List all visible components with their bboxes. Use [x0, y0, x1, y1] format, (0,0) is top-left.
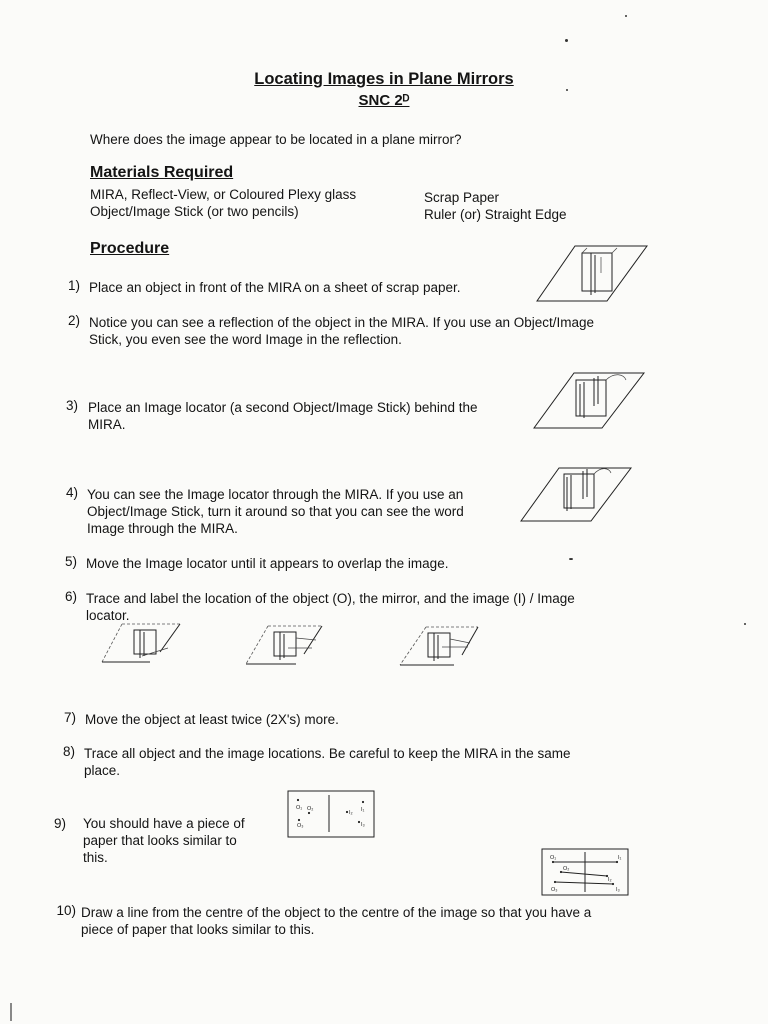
- step-number: 10): [56, 903, 76, 918]
- step-number: 1): [67, 278, 80, 293]
- step-number: 6): [64, 589, 77, 604]
- label-o2: O₂: [563, 866, 570, 872]
- step-text: Notice you can see a reflection of the object in the MIRA. If you use an Object/Image: [89, 315, 595, 330]
- tracing-figure-b: [240, 624, 324, 670]
- scan-speck: [625, 15, 627, 17]
- scan-speck: [744, 623, 746, 625]
- step-text: place.: [84, 763, 121, 778]
- traced-points-figure: [287, 790, 375, 838]
- step-text: You can see the Image locator through the MIRA. If you use an: [87, 487, 464, 502]
- step-text: paper that looks similar to: [83, 833, 237, 848]
- step-text: Move the Image locator until it appears to overlap the image.: [86, 556, 449, 571]
- mira-setup-figure-1: [535, 243, 650, 305]
- step-number: 9): [53, 816, 66, 831]
- label-o1: O₁: [550, 855, 557, 861]
- scan-speck: [569, 558, 573, 560]
- step-number: 8): [62, 744, 75, 759]
- step-text: Draw a line from the centre of the object to the centre of the image so that you have a: [81, 905, 592, 920]
- step-number: 5): [64, 554, 77, 569]
- step-number: 7): [63, 710, 76, 725]
- step-text: locator.: [86, 608, 130, 623]
- materials-heading: Materials Required: [90, 164, 234, 181]
- guiding-question: Where does the image appear to be located in a plane mirror?: [90, 132, 462, 147]
- tracing-figure-a: [98, 622, 182, 668]
- step-text: Image through the MIRA.: [87, 521, 238, 536]
- label-o1: O₁: [296, 805, 303, 811]
- step-number: 3): [65, 398, 78, 413]
- label-o2: O₂: [307, 806, 314, 812]
- tracing-figure-c: [396, 625, 480, 671]
- materials-right-2: Ruler (or) Straight Edge: [424, 207, 567, 222]
- label-i3: I₃: [616, 887, 620, 893]
- materials-left-1: MIRA, Reflect-View, or Coloured Plexy glass: [90, 187, 357, 202]
- step-text: Stick, you even see the word Image in the reflection.: [89, 332, 402, 347]
- label-o3: O₃: [551, 887, 558, 893]
- scan-speck: [565, 39, 568, 42]
- label-i3: I₃: [361, 822, 365, 828]
- step-text: You should have a piece of: [83, 816, 245, 831]
- label-i1: I₁: [361, 807, 365, 813]
- materials-left-2: Object/Image Stick (or two pencils): [90, 204, 299, 219]
- label-i2: I₂: [608, 877, 612, 883]
- step-text: Trace and label the location of the object (O), the mirror, and the image (I) / Image: [86, 591, 575, 606]
- connected-lines-figure: [541, 848, 629, 896]
- step-text: this.: [83, 850, 108, 865]
- mira-setup-figure-3: [532, 370, 647, 432]
- materials-right-1: Scrap Paper: [424, 190, 500, 205]
- step-number: 4): [65, 485, 78, 500]
- step-text: piece of paper that looks similar to this.: [81, 922, 315, 937]
- step-text: Move the object at least twice (2X's) more.: [85, 712, 339, 727]
- step-number: 2): [67, 313, 80, 328]
- mira-setup-figure-4: [519, 465, 634, 525]
- label-i1: I₁: [618, 855, 622, 861]
- step-text: Place an Image locator (a second Object/Image Stick) behind the: [88, 400, 478, 415]
- step-text: Trace all object and the image locations. Be careful to keep the MIRA in the same: [84, 746, 571, 761]
- scan-speck: [566, 89, 568, 91]
- page-title: Locating Images in Plane Mirrors: [254, 70, 514, 88]
- step-text: Place an object in front of the MIRA on a sheet of scrap paper.: [89, 280, 461, 295]
- step-text: MIRA.: [88, 417, 126, 432]
- step-text: Object/Image Stick, turn it around so that you can see the word: [87, 504, 464, 519]
- label-i2: I₂: [349, 810, 353, 816]
- procedure-heading: Procedure: [90, 240, 170, 257]
- course-code: SNC 2ᴰ: [358, 92, 410, 109]
- scan-edge-mark: [10, 1003, 12, 1021]
- label-o3: O₃: [297, 823, 304, 829]
